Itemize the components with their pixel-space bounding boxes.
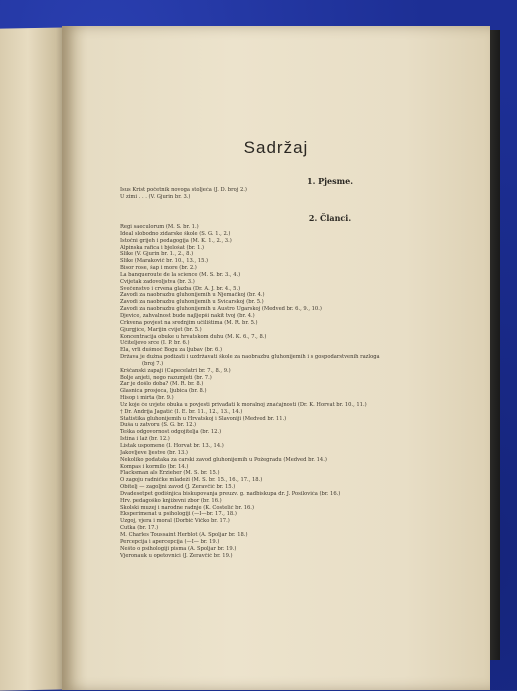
list-item: Crkvena povjest na srednjim učilištima (M. R. br. 5.) [120, 319, 258, 326]
articles-list [120, 224, 480, 559]
list-item: Bisor rose, šap i more (br. 2.) [120, 265, 197, 272]
list-item: Ideal slobodno zidarske škole (S. G. 1., 2.) [120, 230, 231, 237]
list-item: Nešto o psihologiji pisma (A. Špoljar br. 19.) [120, 545, 237, 552]
list-item: Hrv. pedagoško književni zbor (br. 16.) [120, 497, 222, 504]
list-item: Nekoliko podataka za carski zavod gluhonijemih u Požegradu (Medved br. 14.) [120, 456, 327, 463]
list-item: Obitelj — zagoljni zavod (J. Zeravčić br. 15.) [120, 484, 236, 491]
list-item: Regi saeculorum (M. S. br. 1.) [120, 224, 199, 230]
list-item: Djevice, zahvalnost bude najljepši nakit tvoj (br. 4.) [120, 312, 255, 319]
list-item: Flacksman als Erzieher (M. S. br. 15.) [120, 470, 220, 477]
list-item: Percepcija i apercepcija (—I— br. 19.) [120, 538, 220, 545]
section-heading-articles: 2. Članci. [308, 213, 352, 223]
list-item: Školski muzej i narodne radnje (K. Costelić br. 16.) [120, 504, 254, 511]
list-item: Istočni grijeh i pedagogija (M. K. 1., 2., 3.) [120, 237, 232, 244]
list-item: Zavodi za naobrazbu gluhonijemih u Austro Ugarskoj (Medved br. 6., 9., 10.) [120, 306, 322, 313]
list-item: La banqueroute de la science (M. S. br. 3., 4.) [120, 271, 241, 278]
list-item: Slike (Marakovič br. 10., 13., 15.) [120, 258, 209, 265]
list-item: Isus Krist početnik novoga stoljeća (J. D. broj 2.) [120, 187, 247, 193]
list-item: Zavodi za naobrazbu gluhonijemih u Njemačkoj (br. 4.) [120, 292, 265, 299]
list-item: O zagoju radničke mladeži (M. S. br. 15., 16., 17., 18.) [120, 477, 263, 484]
list-item: Eksperimenat u psihologiji (—I—br. 17., 18.) [120, 511, 237, 518]
poems-list [120, 187, 480, 201]
list-item: Statistika gluhonijemih u Hrvatskoj i Slavoniji (Medved br. 11.) [120, 415, 287, 422]
list-item: Dvadesetpet godišnjica biskupovanja preuzv. g. nadbiskupa dr. J. Posilovića (br. 16.) [120, 490, 341, 497]
list-item: Čutka (br. 17.) [120, 525, 159, 532]
list-item: M. Charles Toussaint Herblot (A. Špoljar br. 18.) [120, 531, 248, 538]
list-item: Jakovljeve ljestve (br. 13.) [120, 449, 188, 456]
list-item: Zar je došlo doba? (M. R. br. 8.) [120, 381, 204, 388]
list-item: Zavodi za naobrazbu gluhonijemih u Švicarskoj (br. 5.) [120, 299, 264, 306]
list-item: Učiteljevo srce (I. P. br. 6.) [120, 340, 190, 347]
list-item: Listak uspomene (I. Horvat br. 13., 14.) [120, 443, 224, 449]
book-spine [0, 27, 70, 690]
list-item: Krščanski zapaji (Capecelatri br. 7., 8., 9.) [120, 367, 231, 374]
book-page [62, 26, 490, 690]
list-item: Bolje anjeti, nego razumjeti (br. 7.) [120, 374, 212, 381]
list-item: Ela, vrli dušmoć Bogu za ljubav (br. 6.) [120, 347, 222, 354]
list-item: (broj 7.) [142, 360, 164, 367]
list-item: Kompas i kormilo (br. 14.) [120, 463, 189, 470]
list-item: Glasnica prosjeca, ljubica (br. 8.) [120, 388, 207, 395]
list-item: Cvijetak zadovoljstva (br. 3.) [120, 278, 195, 285]
list-item: Gjurgjice, Marijin cvijet (br. 5.) [120, 326, 202, 333]
list-item: Istina i laž (br. 12.) [120, 436, 170, 443]
list-item: Svečenstvo i crvena glazba (Dr. A. J. br. 4., 5.) [120, 285, 241, 292]
list-item: Država je dužna podizati i uzdržavati škole za naobrazbu gluhonijemih i s gospodarstvenih razloga [120, 354, 380, 361]
list-item: Alpinska rafica i bjelošat (br. 1.) [120, 244, 205, 251]
section-heading-poems: 1. Pjesme. [307, 176, 353, 186]
list-item: Uz koje će uvjete obuka u povjesti privađati k moralnoj značajnosti (Dr. K. Horvat br. 10., 11.) [120, 401, 367, 408]
list-item: Hisop i mirta (br. 9.) [120, 395, 174, 402]
list-item: Vjeronauk u opetovnici (J. Zeravčić br. 19.) [120, 552, 233, 559]
list-item: Uzgoj, vjera i moral (Dorbić Vičko br. 17.) [120, 518, 230, 525]
list-item: Koncentracija obuke u hrvatskom duhu (M. K. 6., 7., 8.) [120, 333, 267, 340]
list-item: Teška odgovornost odgojitelja (br. 12.) [120, 429, 222, 436]
list-item: Slike (V. Gjurin br. 1., 2., 8.) [120, 251, 194, 258]
list-item: Duša u zatvoru (S. G. br. 12.) [120, 422, 197, 429]
list-item: U zimi . . . (V. Gjurin br. 3.) [120, 193, 191, 200]
list-item: † Dr. Andrija Jagatić (I. E. br. 11., 12., 13., 14.) [120, 408, 243, 415]
page-title: Sadržaj [243, 138, 309, 157]
